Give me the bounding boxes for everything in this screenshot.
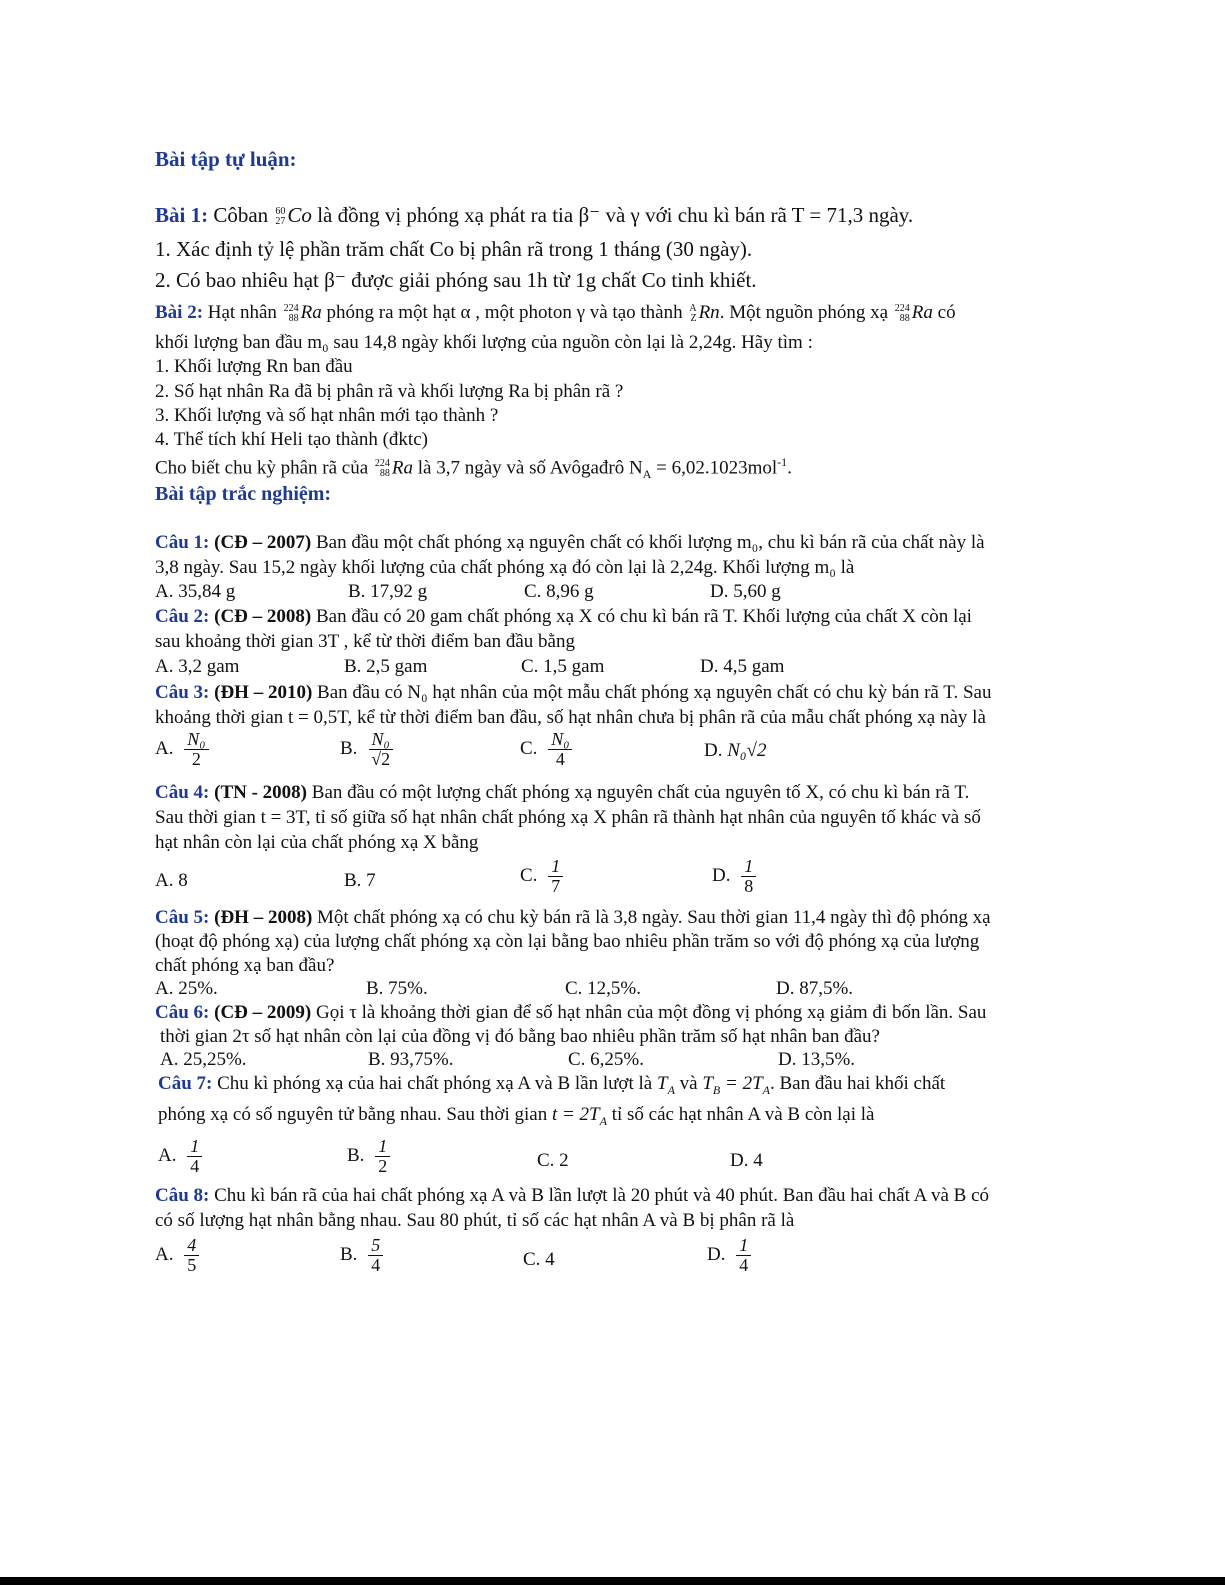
c8-line2: có số lượng hạt nhân bằng nhau. Sau 80 phút, tỉ số các hạt nhân A và B bị phân rã là: [155, 1210, 795, 1231]
fraction: $\frac{5}{4}$: [368, 1236, 383, 1275]
c1-opt-d[interactable]: D. 5,60 g: [710, 581, 781, 602]
fraction: $\frac{1}{8}$: [741, 857, 756, 896]
bai1-label: Bài 1:: [155, 203, 209, 227]
c5-opt-a[interactable]: A. 25%.: [155, 978, 218, 999]
c6-opt-a[interactable]: A. 25,25%.: [160, 1049, 247, 1070]
fraction: $\frac{\text{N₀}}{4}$: [548, 730, 572, 769]
bai1-line: Bài 1: Côban 60 27 Co là đồng vị phóng xạ phát ra tia β⁻ và γ với chu kì bán rã T = 71,3 ngày.: [155, 203, 914, 228]
c7-line1: Câu 7: Chu kì phóng xạ của hai chất phóng xạ A và B lần lượt là $T_A$ và $T_B = 2T_A$. Ban đầu hai khối chất: [158, 1073, 946, 1097]
bottom-border: [0, 1577, 1225, 1585]
c5-opt-b[interactable]: B. 75%.: [366, 978, 428, 999]
fraction: $\frac{1}{4}$: [187, 1137, 202, 1176]
c6-opt-c[interactable]: C. 6,25%.: [568, 1049, 644, 1070]
c5-line1: Câu 5: (ĐH – 2008) Một chất phóng xạ có chu kỳ bán rã là 3,8 ngày. Sau thời gian 11,4 ngày thì độ phóng xạ: [155, 907, 991, 928]
bai1-text: Côban: [213, 203, 269, 227]
c7-line2: phóng xạ có số nguyên tử bằng nhau. Sau thời gian $t = 2T_A$ tỉ số các hạt nhân A và B còn lại là: [158, 1104, 875, 1128]
c4-opt-d[interactable]: D. $\frac{1}{8}$: [712, 857, 756, 896]
c5-opt-d[interactable]: D. 87,5%.: [776, 978, 854, 999]
c8-opt-c[interactable]: C. 4: [523, 1249, 555, 1270]
c6-opt-d[interactable]: D. 13,5%.: [778, 1049, 856, 1070]
bai2-q2: 2. Số hạt nhân Ra đã bị phân rã và khối lượng Ra bị phân rã ?: [155, 381, 624, 402]
c3-opt-d[interactable]: D. N₀√2: [704, 740, 767, 761]
c3-line2: khoảng thời gian t = 0,5T, kể từ thời điểm ban đầu, số hạt nhân chưa bị phân rã của mẫu chất phóng xạ này là: [155, 707, 986, 728]
c2-opt-d[interactable]: D. 4,5 gam: [700, 656, 785, 677]
fraction: $\frac{1}{2}$: [375, 1137, 390, 1176]
c5-opt-c[interactable]: C. 12,5%.: [565, 978, 641, 999]
iso-ra: 224 88: [283, 302, 299, 324]
c4-line3: hạt nhân còn lại của chất phóng xạ X bằng: [155, 832, 479, 853]
section-heading-mcq: Bài tập trắc nghiệm:: [155, 483, 332, 505]
bai2-label: Bài 2:: [155, 302, 204, 323]
fraction: $\frac{1}{4}$: [736, 1236, 751, 1275]
c6-line1: Câu 6: (CĐ – 2009) Gọi τ là khoảng thời gian để số hạt nhân của một đồng vị phóng xạ giảm đi bốn lần. Sau: [155, 1002, 987, 1023]
c8-line1: Câu 8: Chu kì bán rã của hai chất phóng xạ A và B lần lượt là 20 phút và 40 phút. Ban đầu hai chất A và B có: [155, 1185, 990, 1206]
c4-line1: Câu 4: (TN - 2008) Ban đầu có một lượng chất phóng xạ nguyên chất của nguyên tố X, có chu kì bán rã T.: [155, 782, 970, 803]
c1-opt-b[interactable]: B. 17,92 g: [348, 581, 428, 602]
c1-opt-c[interactable]: C. 8,96 g: [524, 581, 594, 602]
c6-opt-b[interactable]: B. 93,75%.: [368, 1049, 454, 1070]
c8-opt-b[interactable]: B. $\frac{5}{4}$: [340, 1236, 383, 1275]
c3-opt-c[interactable]: C. $\frac{\text{N₀}}{4}$: [520, 730, 572, 769]
section-heading-essay: Bài tập tự luận:: [155, 147, 297, 171]
fraction: $\frac{4}{5}$: [184, 1236, 199, 1275]
c2-opt-b[interactable]: B. 2,5 gam: [344, 656, 428, 677]
c3-opt-b[interactable]: B. $\frac{\text{N₀}}{√2}$: [340, 730, 393, 769]
c6-line2: thời gian 2τ số hạt nhân còn lại của đồng vị đó bằng bao nhiêu phần trăm số hạt nhân ban đầu?: [160, 1026, 880, 1047]
fraction: $\frac{\text{N₀}}{√2}$: [368, 730, 393, 769]
c1-opt-a[interactable]: A. 35,84 g: [155, 581, 236, 602]
c4-opt-b[interactable]: B. 7: [344, 870, 376, 891]
c5-line2: (hoạt độ phóng xạ) của lượng chất phóng xạ còn lại bằng bao nhiêu phần trăm so với độ phóng xạ của lượng: [155, 931, 980, 952]
c8-opt-d[interactable]: D. $\frac{1}{4}$: [707, 1236, 751, 1275]
bai2-line1: Bài 2: Hạt nhân 224 88 Ra phóng ra một hạt α , một photon γ và tạo thành A Z Rn. Một nguồn phóng xạ 224 88 Ra có: [155, 302, 956, 324]
c3-line1: Câu 3: (ĐH – 2010) Ban đầu có N₀ hạt nhân của một mẫu chất phóng xạ nguyên chất có chu kỳ bán rã T. Sau: [155, 682, 992, 703]
c3-opt-a[interactable]: A. $\frac{\text{N₀}}{2}$: [155, 730, 209, 769]
bai2-q1: 1. Khối lượng Rn ban đầu: [155, 356, 353, 377]
bai1-q2: 2. Có bao nhiêu hạt β⁻ được giải phóng sau 1h từ 1g chất Co tinh khiết.: [155, 268, 757, 292]
c7-opt-d[interactable]: D. 4: [730, 1150, 763, 1171]
iso-rn: A Z: [689, 302, 697, 324]
bai1-rest: là đồng vị phóng xạ phát ra tia β⁻ và γ với chu kì bán rã T = 71,3 ngày.: [317, 203, 914, 227]
c2-line1: Câu 2: (CĐ – 2008) Ban đầu có 20 gam chất phóng xạ X có chu kì bán rã T. Khối lượng của chất X còn lại: [155, 606, 972, 627]
c8-opt-a[interactable]: A. $\frac{4}{5}$: [155, 1236, 199, 1275]
bai2-given: Cho biết chu kỳ phân rã của 224 88 Ra là 3,7 ngày và số Avôgađrô $N_A = 6,02.1023mol^{-1}$.: [155, 455, 792, 482]
fraction: $\frac{1}{7}$: [548, 857, 563, 896]
fraction: $\frac{\text{N₀}}{2}$: [184, 730, 208, 769]
c7-opt-c[interactable]: C. 2: [537, 1150, 569, 1171]
bai2-line2: khối lượng ban đầu m₀ sau 14,8 ngày khối lượng của nguồn còn lại là 2,24g. Hãy tìm :: [155, 332, 813, 353]
c4-line2: Sau thời gian t = 3T, tỉ số giữa số hạt nhân chất phóng xạ X phân rã thành hạt nhân của nguyên tố khác và số: [155, 807, 981, 828]
c4-opt-c[interactable]: C. $\frac{1}{7}$: [520, 857, 563, 896]
c1-line1: Câu 1: (CĐ – 2007) Ban đầu một chất phóng xạ nguyên chất có khối lượng m₀, chu kì bán rã của chất này là: [155, 532, 985, 553]
c5-line3: chất phóng xạ ban đầu?: [155, 955, 335, 976]
c2-line2: sau khoảng thời gian 3T , kể từ thời điểm ban đầu bằng: [155, 631, 575, 652]
c7-opt-a[interactable]: A. $\frac{1}{4}$: [158, 1137, 202, 1176]
bai1-q1: 1. Xác định tỷ lệ phần trăm chất Co bị phân rã trong 1 tháng (30 ngày).: [155, 237, 753, 261]
c2-opt-a[interactable]: A. 3,2 gam: [155, 656, 240, 677]
iso-co: 60 27: [275, 206, 286, 228]
c1-line2: 3,8 ngày. Sau 15,2 ngày khối lượng của chất phóng xạ đó còn lại là 2,24g. Khối lượng m₀ là: [155, 557, 855, 578]
c7-opt-b[interactable]: B. $\frac{1}{2}$: [347, 1137, 390, 1176]
bai2-q4: 4. Thể tích khí Heli tạo thành (đktc): [155, 429, 428, 450]
c4-opt-a[interactable]: A. 8: [155, 870, 188, 891]
c2-opt-c[interactable]: C. 1,5 gam: [521, 656, 605, 677]
bai2-q3: 3. Khối lượng và số hạt nhân mới tạo thành ?: [155, 405, 499, 426]
